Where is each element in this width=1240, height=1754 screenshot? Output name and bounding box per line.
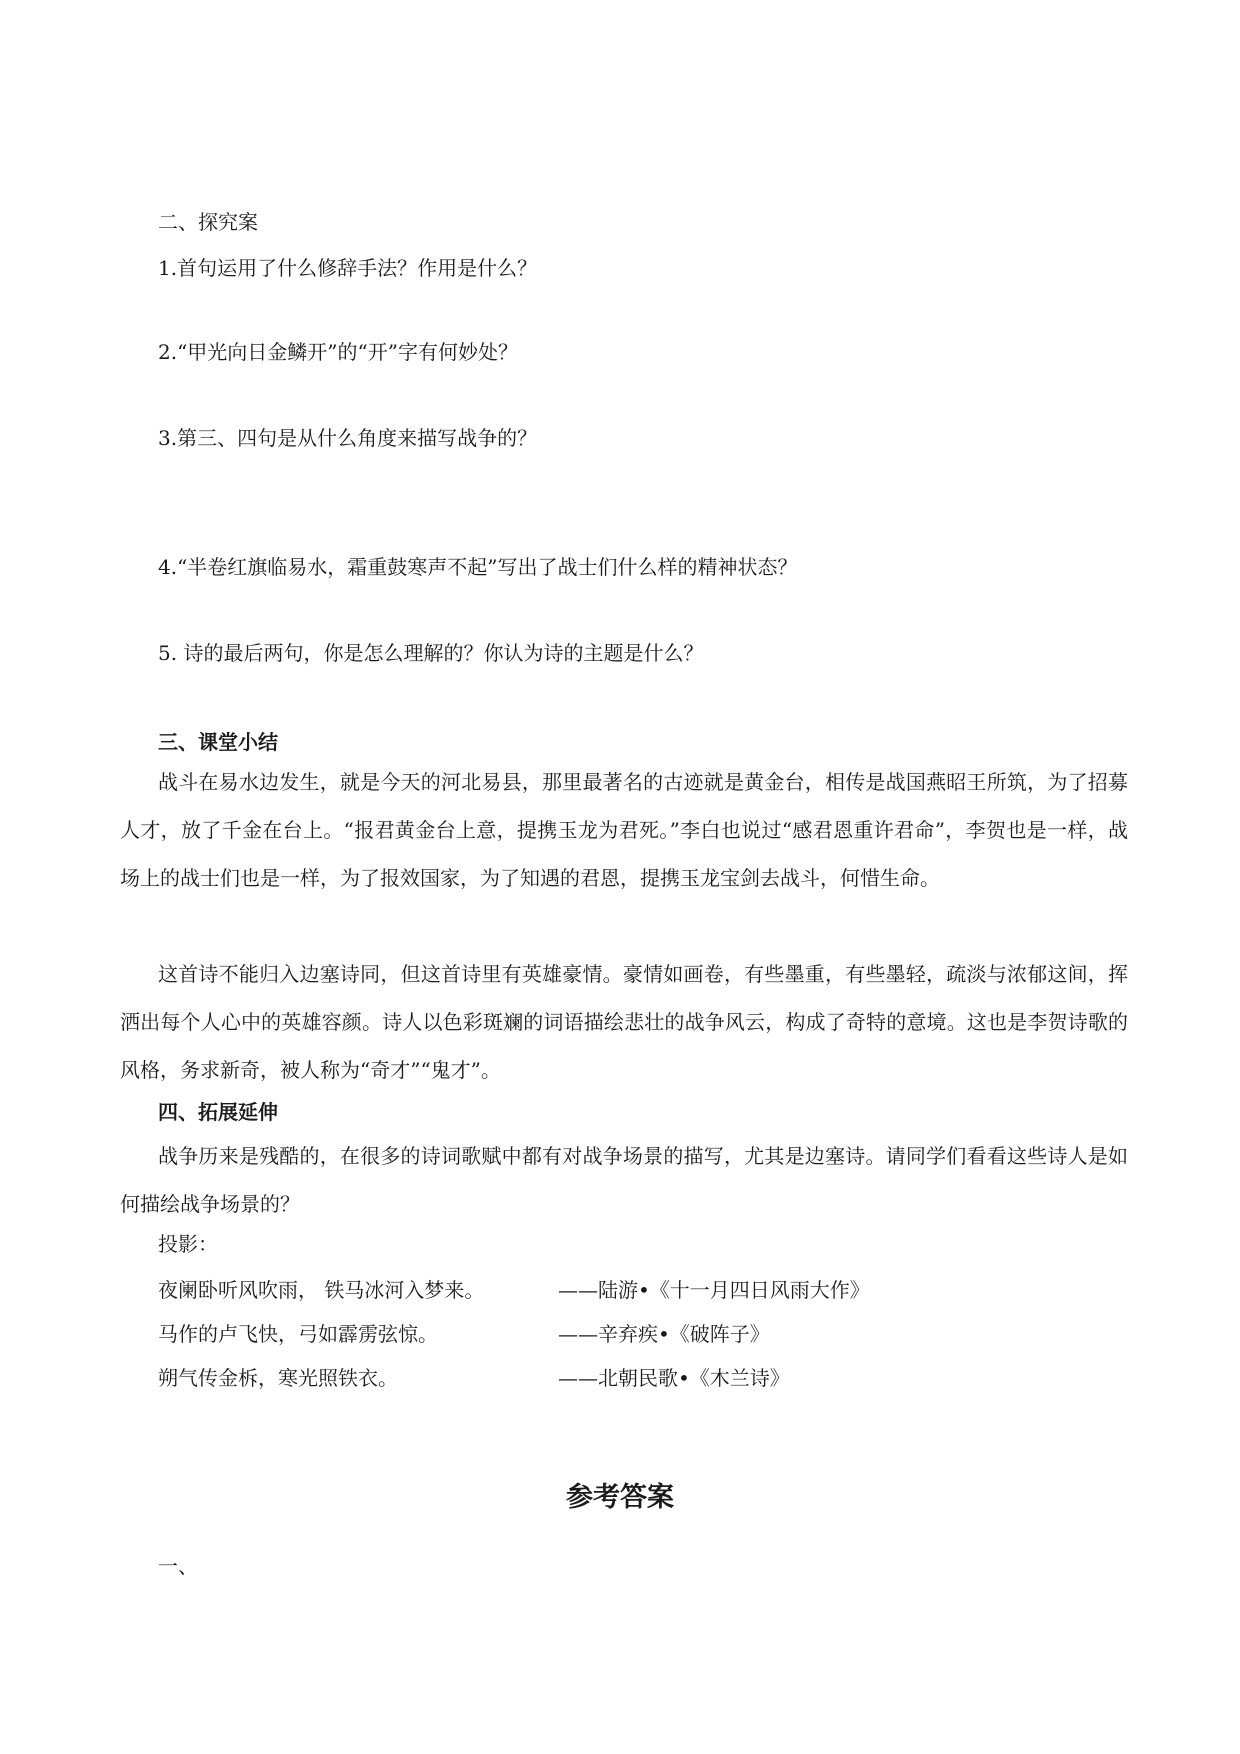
- answers-section-one: 一、: [158, 1554, 198, 1578]
- question-4: 4.“半卷红旗临易水，霜重鼓寒声不起”写出了战士们什么样的精神状态？: [158, 555, 798, 579]
- poem-row: [158, 1364, 790, 1392]
- section-heading-extension: 四、拓展延伸: [158, 1100, 278, 1124]
- extension-paragraph: 战争历来是残酷的，在很多的诗词歌赋中都有对战争场景的描写，尤其是边塞诗。请同学们看看这些诗人是如何描绘战争场景的？: [120, 1144, 1128, 1216]
- poem-verse: 马作的卢飞快，弓如霹雳弦惊。: [158, 1322, 438, 1346]
- question-3: 3.第三、四句是从什么角度来描写战争的？: [158, 426, 538, 450]
- summary-paragraph-2: 这首诗不能归入边塞诗同，但这首诗里有英雄豪情。豪情如画卷，有些墨重，有些墨轻，疏淡与浓郁这间，挥洒出每个人心中的英雄容颜。诗人以色彩斑斓的词语描绘悲壮的战争风云，构成了奇特的意境。这也是李贺诗歌的风格，务求新奇，被人称为“奇才”“鬼才”。: [120, 962, 1128, 1082]
- summary-paragraph-1: 战斗在易水边发生，就是今天的河北易县，那里最著名的古迹就是黄金台，相传是战国燕昭王所筑，为了招募人才，放了千金在台上。“报君黄金台上意，提携玉龙为君死。”李白也说过“感君恩重许君命”，李贺也是一样，战场上的战士们也是一样，为了报效国家，为了知遇的君恩，提携玉龙宝剑去战斗，何惜生命。: [120, 770, 1128, 890]
- poem-source: ——辛弃疾•《破阵子》: [558, 1322, 770, 1346]
- poem-verse: 朔气传金柝，寒光照铁衣。: [158, 1366, 398, 1390]
- poem-verse: 夜阑卧听风吹雨， 铁马冰河入梦来。: [158, 1278, 485, 1302]
- poem-row: [158, 1320, 770, 1348]
- poem-row: [158, 1276, 870, 1304]
- projection-label: 投影：: [158, 1232, 218, 1256]
- question-1: 1.首句运用了什么修辞手法？作用是什么？: [158, 256, 538, 280]
- poem-source: ——陆游•《十一月四日风雨大作》: [558, 1278, 870, 1302]
- section-heading-summary: 三、课堂小结: [158, 730, 278, 754]
- answers-title: 参考答案: [566, 1482, 674, 1513]
- poem-source: ——北朝民歌•《木兰诗》: [558, 1366, 790, 1390]
- question-2: 2.“甲光向日金鳞开”的“开”字有何妙处？: [158, 340, 518, 364]
- question-5: 5. 诗的最后两句，你是怎么理解的？你认为诗的主题是什么？: [158, 641, 704, 665]
- section-heading-explore: 二、探究案: [158, 210, 258, 234]
